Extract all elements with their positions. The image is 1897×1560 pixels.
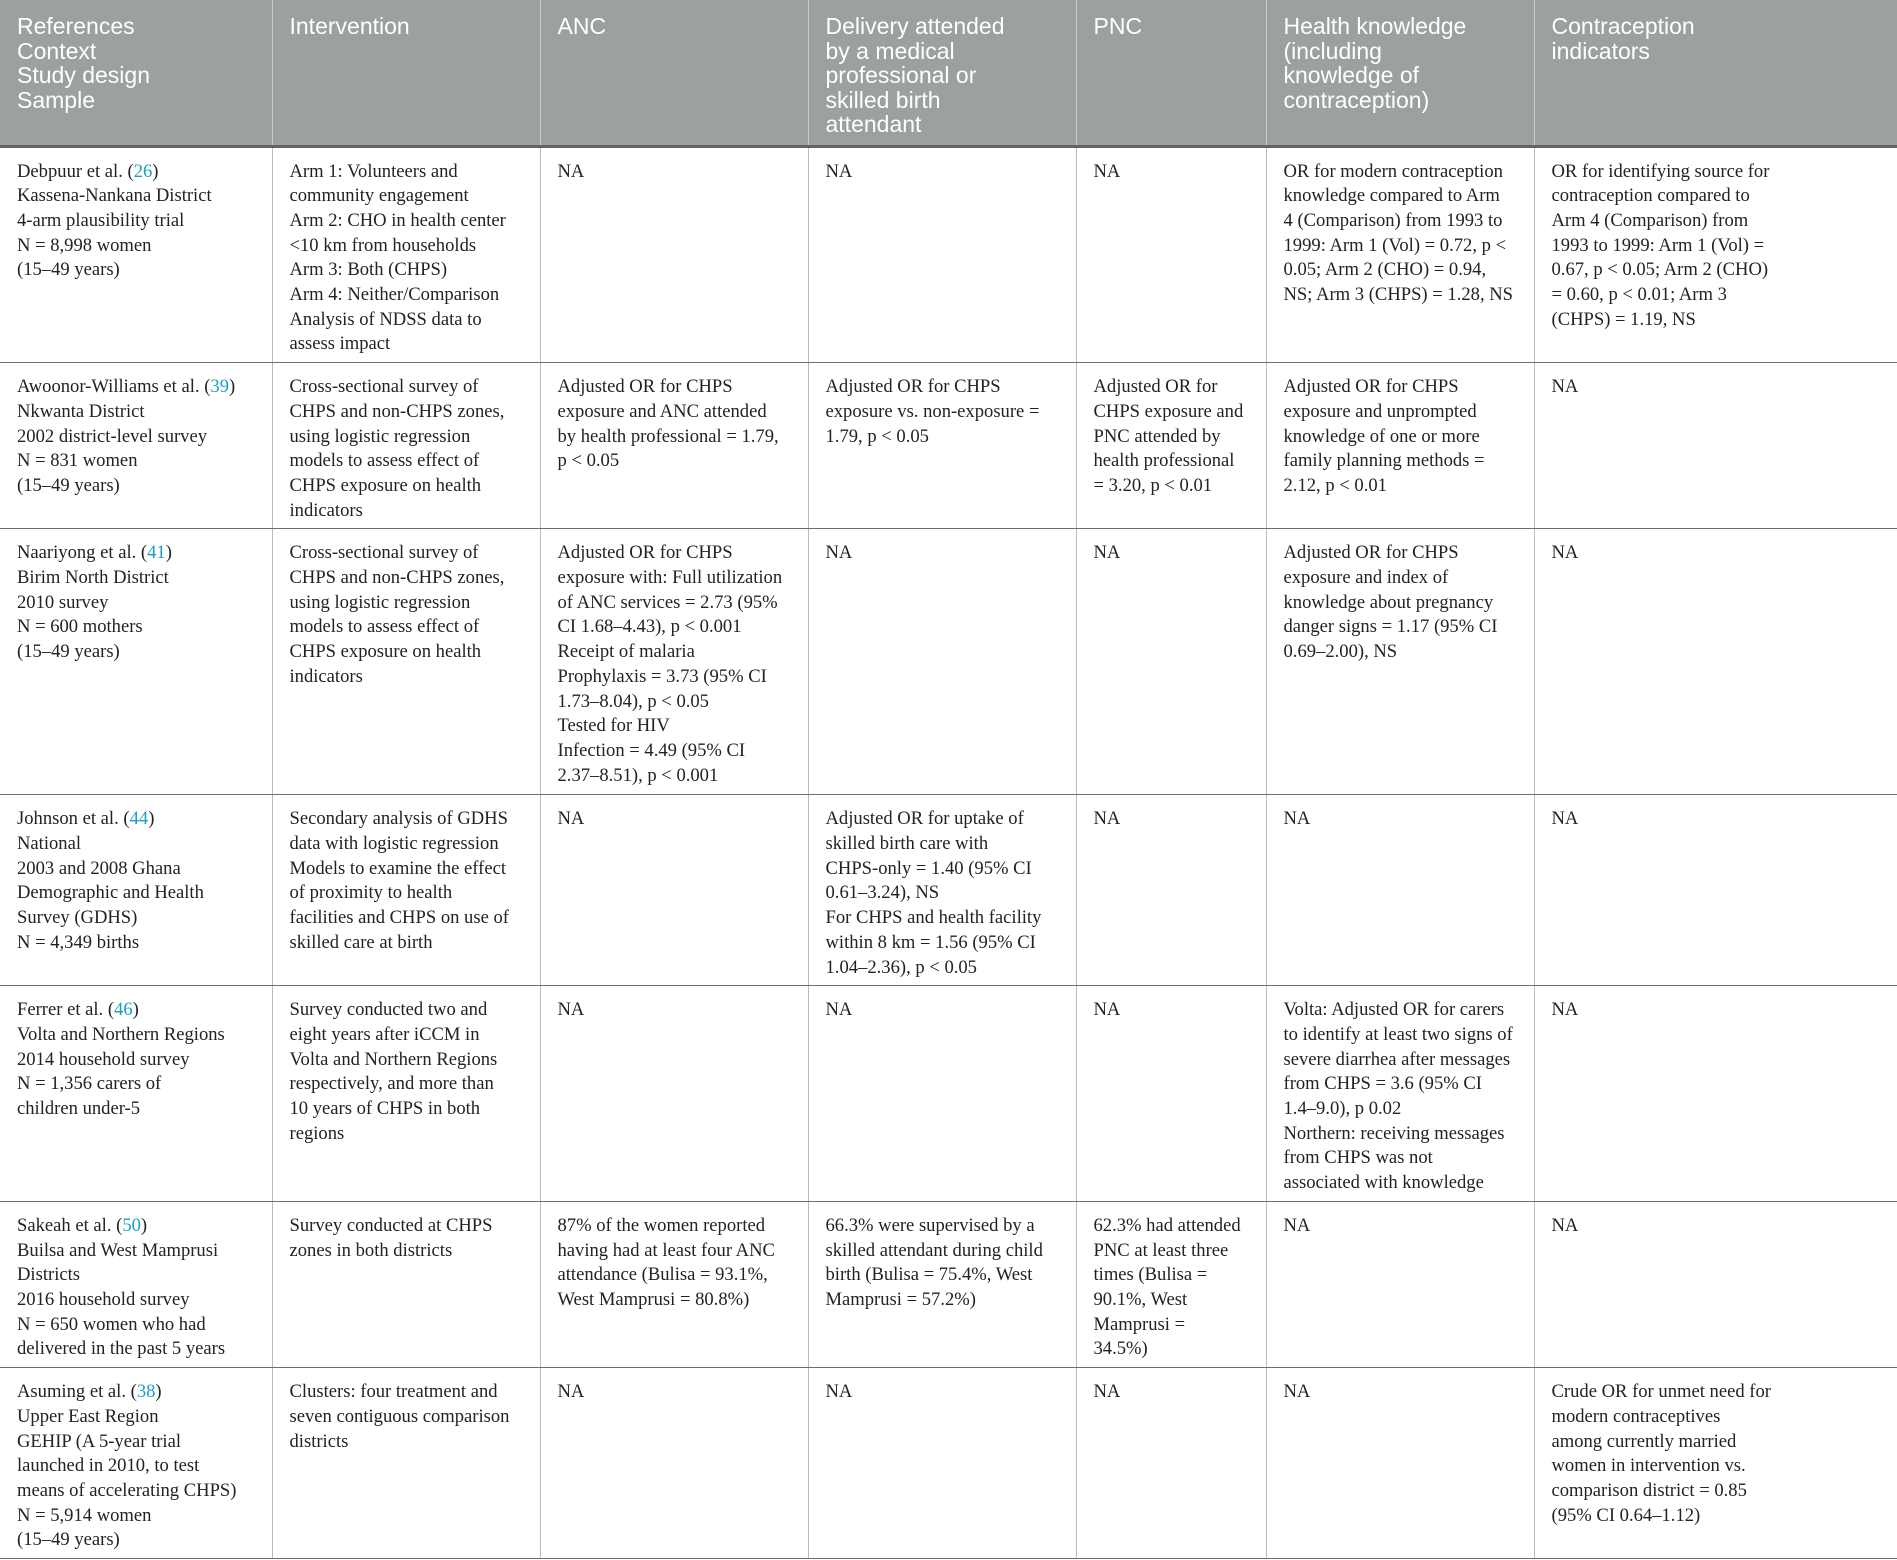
cell-line: 2.12, p < 0.01	[1283, 474, 1387, 496]
cell-line: using logistic regression	[289, 425, 471, 447]
header-line: References	[17, 13, 135, 39]
context-line: Volta and Northern Regions	[17, 1023, 225, 1045]
cell-line: 66.3% were supervised by a	[825, 1214, 1035, 1236]
intervention-cell	[272, 146, 540, 363]
cell-line: Adjusted OR for	[1093, 376, 1218, 398]
header-pnc	[1076, 0, 1266, 146]
cell-line: = 0.60, p < 0.01; Arm 3	[1551, 284, 1727, 306]
cell-line: Volta and Northern Regions	[289, 1048, 498, 1070]
header-line: Sample	[17, 86, 95, 113]
header-line: skilled birth	[825, 86, 941, 113]
reference-close: )	[140, 1214, 148, 1236]
cell-line: Analysis of NDSS data to	[289, 308, 482, 330]
health-knowledge-cell	[1266, 529, 1534, 795]
table-body	[0, 146, 1897, 1559]
header-line: by a medical	[825, 37, 955, 64]
cell-line: 1.04–2.36), p < 0.05	[825, 956, 977, 978]
cell-line: respectively, and more than	[289, 1073, 494, 1095]
cell-line: = 3.20, p < 0.01	[1093, 474, 1213, 496]
cell-line: women in intervention vs.	[1551, 1455, 1746, 1477]
cell-line: Secondary analysis of GDHS	[289, 808, 508, 830]
cell-line: Northern: receiving messages	[1283, 1122, 1505, 1144]
health-knowledge-cell	[1266, 1201, 1534, 1367]
cell-line: Adjusted OR for CHPS	[1283, 542, 1459, 564]
cell-line: Adjusted OR for CHPS	[557, 542, 733, 564]
cell-line: 1.79, p < 0.05	[825, 425, 929, 447]
reference-line	[17, 541, 264, 566]
table-row	[0, 986, 1897, 1202]
cell-line: For CHPS and health facility	[825, 907, 1042, 929]
header-line: (including	[1283, 37, 1382, 64]
health-knowledge-cell	[1266, 986, 1534, 1202]
header-intervention	[272, 0, 540, 146]
cell-line: Adjusted OR for CHPS	[1283, 376, 1459, 398]
cell-line: modern contraceptives	[1551, 1405, 1721, 1427]
cell-line: Clusters: four treatment and	[289, 1381, 498, 1403]
header-line: indicators	[1551, 37, 1650, 64]
anc-cell	[540, 529, 808, 795]
author-text: Sakeah et al. (	[17, 1214, 123, 1236]
author-text: Debpuur et al. (	[17, 160, 134, 182]
cell-line: birth (Bulisa = 75.4%, West	[825, 1264, 1033, 1286]
table-row	[0, 529, 1897, 795]
cell-line: using logistic regression	[289, 591, 471, 613]
cell-line: assess impact	[289, 333, 391, 355]
cell-line: Arm 1: Volunteers and	[289, 160, 458, 182]
header-line: Study design	[17, 62, 150, 88]
cell-line: NA	[1551, 808, 1579, 830]
cell-line: CHPS exposure and	[1093, 400, 1244, 422]
anc-cell	[540, 1368, 808, 1559]
reference-cell	[0, 1368, 272, 1559]
cell-line: <10 km from households	[289, 234, 477, 256]
cell-line: Infection = 4.49 (95% CI	[557, 739, 746, 761]
cell-line: health professional	[1093, 450, 1235, 472]
author-text: Asuming et al. (	[17, 1381, 137, 1403]
cell-line: eight years after iCCM in	[289, 1023, 480, 1045]
health-knowledge-cell	[1266, 363, 1534, 529]
cell-line: 87% of the women reported	[557, 1214, 766, 1236]
cell-line: danger signs = 1.17 (95% CI	[1283, 616, 1498, 638]
cell-line: OR for identifying source for	[1551, 160, 1770, 182]
reference-line	[17, 998, 264, 1023]
cell-line: 90.1%, West	[1093, 1289, 1188, 1310]
context-line: (15–49 years)	[17, 259, 120, 281]
context-line: GEHIP (A 5-year trial	[17, 1430, 182, 1452]
cell-line: zones in both districts	[289, 1239, 453, 1261]
cell-line: times (Bulisa =	[1093, 1264, 1208, 1286]
cell-line: 0.61–3.24), NS	[825, 882, 940, 904]
cell-line: Adjusted OR for CHPS	[557, 376, 733, 398]
cell-line: NA	[1283, 1381, 1311, 1403]
reference-close: )	[165, 542, 172, 564]
cell-line: OR for modern contraception	[1283, 160, 1503, 182]
cell-line: attendance (Bulisa = 93.1%,	[557, 1264, 768, 1286]
reference-line	[17, 375, 264, 400]
reference-number-link[interactable]: 26	[133, 160, 153, 182]
cell-line: NA	[825, 160, 853, 182]
cell-line: Receipt of malaria	[557, 641, 695, 663]
header-references	[0, 0, 272, 146]
anc-cell	[540, 1201, 808, 1367]
cell-line: Models to examine the effect	[289, 857, 507, 879]
header-health-knowledge	[1266, 0, 1534, 146]
header-row	[0, 0, 1897, 146]
cell-line: skilled attendant during child	[825, 1239, 1043, 1261]
intervention-cell	[272, 795, 540, 986]
cell-line: NA	[557, 808, 585, 830]
table-row	[0, 1201, 1897, 1367]
context-line: (15–49 years)	[17, 641, 120, 663]
context-line: Birim North District	[17, 567, 169, 589]
health-knowledge-cell	[1266, 1368, 1534, 1559]
context-line: N = 831 women	[17, 450, 138, 472]
cell-line: comparison district = 0.85	[1551, 1479, 1747, 1501]
cell-line: NA	[1093, 808, 1121, 830]
reference-cell	[0, 529, 272, 795]
cell-line: skilled care at birth	[289, 931, 433, 953]
cell-line: Adjusted OR for uptake of	[825, 808, 1024, 830]
cell-line: 0.69–2.00), NS	[1283, 641, 1398, 663]
cell-line: 0.05; Arm 2 (CHO) = 0.94,	[1283, 259, 1487, 281]
pnc-cell	[1076, 529, 1266, 795]
delivery-cell	[808, 529, 1076, 795]
anc-cell	[540, 986, 808, 1202]
pnc-cell	[1076, 986, 1266, 1202]
cell-line: skilled birth care with	[825, 833, 989, 855]
cell-line: exposure and unprompted	[1283, 400, 1477, 422]
delivery-cell	[808, 146, 1076, 363]
cell-line: Crude OR for unmet need for	[1551, 1381, 1771, 1403]
cell-line: knowledge about pregnancy	[1283, 591, 1494, 613]
author-text: Awoonor-Williams et al. (	[17, 376, 211, 398]
delivery-cell	[808, 1201, 1076, 1367]
cell-line: exposure and ANC attended	[557, 400, 767, 422]
cell-line: contraception compared to	[1551, 185, 1750, 207]
contraception-cell	[1534, 146, 1897, 363]
reference-number-link[interactable]: 39	[210, 376, 229, 398]
context-line: children under-5	[17, 1098, 141, 1120]
cell-line: NA	[1283, 808, 1311, 830]
reference-close: )	[132, 999, 139, 1021]
cell-line: 34.5%)	[1093, 1338, 1148, 1360]
intervention-cell	[272, 986, 540, 1202]
header-line: Context	[17, 37, 97, 64]
cell-line: indicators	[289, 665, 363, 687]
contraception-cell	[1534, 1201, 1897, 1367]
header-line: professional or	[825, 62, 977, 88]
table-row	[0, 1368, 1897, 1559]
cell-line: NA	[557, 999, 585, 1021]
cell-line: Adjusted OR for CHPS	[825, 376, 1001, 398]
cell-line: CHPS and non-CHPS zones,	[289, 567, 505, 589]
cell-line: Prophylaxis = 3.73 (95% CI	[557, 665, 767, 687]
contraception-cell	[1534, 795, 1897, 986]
cell-line: CI 1.68–4.43), p < 0.001	[557, 616, 742, 638]
cell-line: Mamprusi =	[1093, 1313, 1186, 1335]
cell-line: knowledge compared to Arm	[1283, 185, 1500, 207]
context-line: Demographic and Health	[17, 882, 204, 904]
cell-line: among currently married	[1551, 1430, 1737, 1452]
cell-line: 4 (Comparison) from 1993 to	[1283, 209, 1503, 231]
header-line: contraception)	[1283, 86, 1430, 113]
header-anc	[540, 0, 808, 146]
cell-line: NA	[1093, 542, 1121, 564]
context-line: 4-arm plausibility trial	[17, 209, 185, 231]
delivery-cell	[808, 363, 1076, 529]
intervention-cell	[272, 1201, 540, 1367]
cell-line: from CHPS = 3.6 (95% CI	[1283, 1073, 1482, 1095]
cell-line: CHPS exposure on health	[289, 474, 482, 496]
author-text: Johnson et al. (	[17, 808, 130, 830]
context-line: N = 8,998 women	[17, 234, 152, 256]
reference-cell	[0, 795, 272, 986]
cell-line: NA	[1551, 999, 1579, 1021]
cell-line: Mamprusi = 57.2%)	[825, 1289, 976, 1310]
cell-line: NA	[1093, 1381, 1121, 1403]
context-line: (15–49 years)	[17, 474, 120, 496]
reference-cell	[0, 986, 272, 1202]
cell-line: 0.67, p < 0.05; Arm 2 (CHO)	[1551, 259, 1769, 281]
cell-line: 62.3% had attended	[1093, 1214, 1241, 1236]
reference-close: )	[228, 376, 236, 398]
author-text: Ferrer et al. (	[17, 999, 115, 1021]
intervention-cell	[272, 529, 540, 795]
reference-close: )	[152, 160, 159, 182]
cell-line: CHPS-only = 1.40 (95% CI	[825, 857, 1032, 879]
cell-line: exposure vs. non-exposure =	[825, 400, 1040, 422]
context-line: Kassena-Nankana District	[17, 185, 212, 207]
pnc-cell	[1076, 1368, 1266, 1559]
cell-line: West Mamprusi = 80.8%)	[557, 1289, 750, 1310]
context-line: (15–49 years)	[17, 1529, 120, 1551]
header-line: Delivery attended	[825, 13, 1005, 39]
delivery-cell	[808, 795, 1076, 986]
cell-line: indicators	[289, 499, 363, 521]
cell-line: Survey conducted two and	[289, 999, 488, 1021]
intervention-cell	[272, 363, 540, 529]
header-line: ANC	[557, 13, 607, 39]
cell-line: within 8 km = 1.56 (95% CI	[825, 931, 1036, 953]
cell-line: of proximity to health	[289, 882, 453, 904]
header-line: Health knowledge	[1283, 13, 1467, 39]
cell-line: NA	[1093, 160, 1121, 182]
context-line: 2002 district-level survey	[17, 425, 208, 447]
header-line: Intervention	[289, 13, 410, 39]
cell-line: 2.37–8.51), p < 0.001	[557, 764, 719, 786]
header-line: PNC	[1093, 13, 1143, 39]
context-line: means of accelerating CHPS)	[17, 1479, 237, 1501]
intervention-cell	[272, 1368, 540, 1559]
reference-cell	[0, 363, 272, 529]
cell-line: 1999: Arm 1 (Vol) = 0.72, p <	[1283, 234, 1507, 256]
cell-line: 1.73–8.04), p < 0.05	[557, 690, 709, 712]
context-line: Nkwanta District	[17, 400, 145, 422]
reference-line	[17, 160, 264, 185]
cell-line: to identify at least two signs of	[1283, 1023, 1513, 1045]
reference-number-link[interactable]: 38	[136, 1381, 156, 1403]
cell-line: NA	[1551, 542, 1579, 564]
delivery-cell	[808, 986, 1076, 1202]
cell-line: knowledge of one or more	[1283, 425, 1480, 447]
context-line: N = 600 mothers	[17, 616, 143, 638]
context-line: Upper East Region	[17, 1405, 159, 1427]
reference-line	[17, 1380, 264, 1405]
header-line: knowledge of	[1283, 62, 1420, 88]
cell-line: severe diarrhea after messages	[1283, 1048, 1511, 1070]
cell-line: PNC attended by	[1093, 425, 1221, 447]
cell-line: CHPS and non-CHPS zones,	[289, 400, 505, 422]
pnc-cell	[1076, 1201, 1266, 1367]
cell-line: data with logistic regression	[289, 833, 499, 855]
cell-line: exposure with: Full utilization	[557, 567, 783, 589]
cell-line: seven contiguous comparison	[289, 1405, 510, 1427]
cell-line: community engagement	[289, 185, 469, 207]
reference-line	[17, 807, 264, 832]
reference-number-link[interactable]: 46	[114, 999, 133, 1021]
cell-line: having had at least four ANC	[557, 1239, 775, 1261]
health-knowledge-cell	[1266, 795, 1534, 986]
context-line: N = 5,914 women	[17, 1504, 152, 1526]
anc-cell	[540, 146, 808, 363]
context-line: launched in 2010, to test	[17, 1455, 200, 1477]
header-delivery	[808, 0, 1076, 146]
cell-line: 10 years of CHPS in both	[289, 1098, 481, 1120]
cell-line: NA	[557, 160, 585, 182]
health-knowledge-cell	[1266, 146, 1534, 363]
context-line: National	[17, 833, 82, 855]
context-line: Districts	[17, 1264, 81, 1286]
context-line: 2003 and 2008 Ghana	[17, 857, 181, 879]
cell-line: Cross-sectional survey of	[289, 542, 479, 564]
reference-cell	[0, 146, 272, 363]
cell-line: NA	[825, 542, 853, 564]
pnc-cell	[1076, 795, 1266, 986]
cell-line: 1.4–9.0), p 0.02	[1283, 1098, 1402, 1120]
cell-line: by health professional = 1.79,	[557, 425, 779, 447]
cell-line: Arm 2: CHO in health center	[289, 209, 506, 231]
cell-line: NS; Arm 3 (CHPS) = 1.28, NS	[1283, 284, 1514, 306]
anc-cell	[540, 363, 808, 529]
contraception-cell	[1534, 1368, 1897, 1559]
cell-line: regions	[289, 1122, 345, 1144]
cell-line: NA	[1283, 1214, 1311, 1236]
contraception-cell	[1534, 986, 1897, 1202]
cell-line: 1993 to 1999: Arm 1 (Vol) =	[1551, 234, 1765, 256]
reference-close: )	[155, 1381, 162, 1403]
table-row	[0, 363, 1897, 529]
cell-line: Arm 4 (Comparison) from	[1551, 209, 1749, 231]
header-line: attendant	[825, 111, 922, 137]
author-text: Naariyong et al. (	[17, 542, 148, 564]
cell-line: districts	[289, 1430, 349, 1452]
cell-line: family planning methods =	[1283, 450, 1485, 472]
context-line: N = 650 women who had	[17, 1313, 206, 1335]
cell-line: (95% CI 0.64–1.12)	[1551, 1504, 1701, 1526]
table-row	[0, 146, 1897, 363]
pnc-cell	[1076, 363, 1266, 529]
reference-number-link[interactable]: 44	[129, 808, 149, 830]
cell-line: NA	[1551, 376, 1579, 398]
cell-line: Survey conducted at CHPS	[289, 1214, 493, 1236]
cell-line: PNC at least three	[1093, 1239, 1229, 1261]
pnc-cell	[1076, 146, 1266, 363]
cell-line: p < 0.05	[557, 450, 620, 472]
cell-line: (CHPS) = 1.19, NS	[1551, 308, 1696, 330]
reference-close: )	[148, 808, 155, 830]
header-line: Contraception	[1551, 13, 1695, 39]
cell-line: models to assess effect of	[289, 450, 480, 472]
reference-line	[17, 1214, 264, 1239]
cell-line: NA	[1551, 1214, 1579, 1236]
cell-line: NA	[825, 999, 853, 1021]
context-line: N = 1,356 carers of	[17, 1073, 162, 1095]
cell-line: exposure and index of	[1283, 567, 1449, 589]
context-line: delivered in the past 5 years	[17, 1338, 226, 1360]
anc-cell	[540, 795, 808, 986]
cell-line: CHPS exposure on health	[289, 641, 482, 663]
context-line: Builsa and West Mamprusi	[17, 1239, 219, 1261]
cell-line: associated with knowledge	[1283, 1172, 1484, 1194]
table-row	[0, 795, 1897, 986]
cell-line: NA	[825, 1381, 853, 1403]
cell-line: Arm 4: Neither/Comparison	[289, 284, 500, 306]
reference-cell	[0, 1201, 272, 1367]
context-line: Survey (GDHS)	[17, 907, 138, 929]
cell-line: models to assess effect of	[289, 616, 480, 638]
cell-line: Cross-sectional survey of	[289, 376, 479, 398]
cell-line: Arm 3: Both (CHPS)	[289, 259, 448, 281]
cell-line: Tested for HIV	[557, 715, 670, 737]
contraception-cell	[1534, 363, 1897, 529]
header-contraception	[1534, 0, 1897, 146]
cell-line: NA	[557, 1381, 585, 1403]
reference-number-link[interactable]: 50	[122, 1214, 141, 1236]
delivery-cell	[808, 1368, 1076, 1559]
cell-line: facilities and CHPS on use of	[289, 907, 509, 929]
cell-line: NA	[1093, 999, 1121, 1021]
context-line: 2010 survey	[17, 591, 109, 613]
reference-number-link[interactable]: 41	[147, 542, 166, 564]
context-line: N = 4,349 births	[17, 931, 140, 953]
context-line: 2014 household survey	[17, 1048, 190, 1070]
context-line: 2016 household survey	[17, 1289, 190, 1310]
cell-line: Volta: Adjusted OR for carers	[1283, 999, 1505, 1021]
cell-line: from CHPS was not	[1283, 1147, 1433, 1169]
contraception-cell	[1534, 529, 1897, 795]
cell-line: of ANC services = 2.73 (95%	[557, 591, 778, 613]
